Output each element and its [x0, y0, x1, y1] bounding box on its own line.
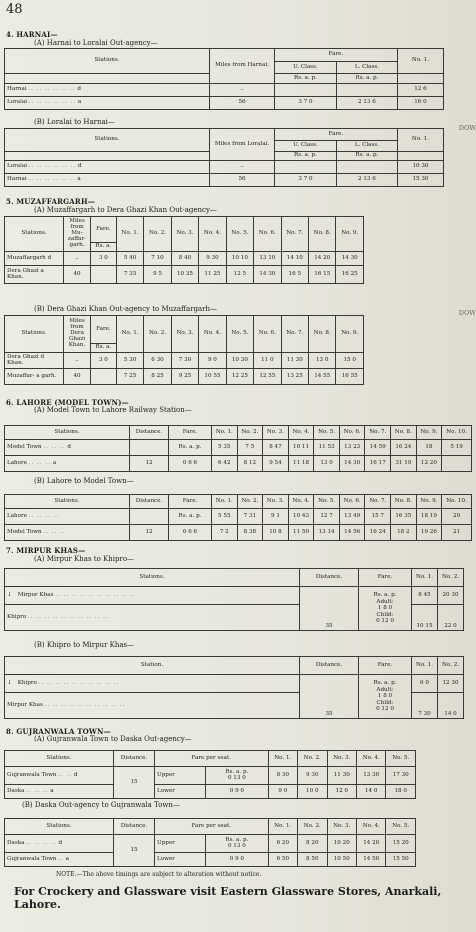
subsection-title: (A) Model Town to Lahore Railway Station— [34, 406, 192, 414]
table-row: Dera Ghazi d Khan. .. 3 0 5 30 6 30 7 30 9 0 10 30 11 0 11 30 13 0 15 0 [5, 353, 364, 369]
col-header-lower-class: L. Class. [336, 62, 397, 74]
col-header-miles: Miles from Harnai. [210, 49, 275, 84]
footnote: NOTE.—The above timings are subject to alteration without notice. [56, 871, 262, 878]
subsection-title: (A) Harnai to Loralai Out-agency— [34, 39, 158, 47]
table-row: Lahore .. .. .. .. Rs. a. p. 5 55 7 31 9 1 10 43 12 7 13 49 15 7 16 35 18 19 20 [5, 509, 472, 525]
margin-text: DOW [458, 309, 476, 317]
mirpurkhas-to-khipro-table: Stations. Distance. Fare. No. 1. No. 2. ↓ Mirpur Khas .. .. .. .. .. .. .. .. .. .. 35 Rs. a. p. Adult: 1 8 0 Child: 0 12 0 8 45 20 30 Khipro .. .. .. .. .. .. .. .. .. .. 10 15 22 0 [4, 568, 464, 631]
table-row: ↓ Khipro .. .. .. .. .. .. .. .. .. .. 35 Rs. a. p. Adult: 1 8 0 Child: 0 12 0 6 0 12 30 [5, 675, 464, 693]
subsection-title: (B) Dera Ghazi Khan Out-agency to Muzaffargarh— [34, 305, 218, 313]
col-header-fare: Fare. [275, 49, 398, 62]
section-title-muzaffargarh: 5. MUZAFFARGARH— [6, 197, 95, 206]
gujranwala-to-daska-table: Stations. Distance. Fare per seat. No. 1. No. 2. No. 3. No. 4. No. 5. Gujranwala Town .. .. d 15 Upper Rs. a. p. 0 13 0 8 30 9 30 11 30 13 30 17 30 Daska .. .. .. a Lower 0 9 0 9 0 10 0 12 0 14 0 18 0 [4, 750, 416, 799]
subsection-title: (A) Gujranwala Town to Daska Out-agency— [34, 735, 192, 743]
table-row: Muzaffargarh d .. 3 0 5 40 7 10 8 40 9 30 10 10 13 10 14 10 14 20 14 30 [5, 252, 364, 266]
subsection-title: (B) Daska Out-agency to Gujranwala Town— [22, 801, 180, 809]
khipro-to-mirpurkhas-table: Station. Distance. Fare. No. 1. No. 2. ↓ Khipro .. .. .. .. .. .. .. .. .. .. 35 Rs. a. p. Adult: 1 8 0 Child: 0 12 0 6 0 12 30 Mirpur Khas .. .. .. .. .. .. .. .. .. .. 7 30 14 0 [4, 656, 464, 719]
lahore-to-modeltown-table: Stations. Distance. Fare. No. 1. No. 2. No. 3. No. 4. No. 5. No. 6. No. 7. No. 8. No. 9. No. 10. Lahore .. .. .. .. Rs. a. p. 5 55 7 31 9 1 10 43 12 7 13 49 15 7 16 35 18 19 20 Model Town .. .. .. 12 0 6 6 7 2 8 38 10 8 11 50 13 14 14 56 16 24 18 2 19 26 21 [4, 494, 472, 541]
table-row: Khipro .. .. .. .. .. .. .. .. .. .. 10 15 22 0 [5, 605, 464, 631]
section-title-mirpur-khas: 7. MIRPUR KHAS— [6, 546, 86, 555]
table-row: Mirpur Khas .. .. .. .. .. .. .. .. .. .. 7 30 14 0 [5, 693, 464, 719]
table-row: Harnai .. .. .. .. .. .. d .. 12 6 [5, 84, 444, 97]
subsection-title: (B) Lahore to Model Town— [34, 477, 134, 485]
table-row: Loralai .. .. .. .. .. .. a 56 3 7 0 2 13 6 16 0 [5, 97, 444, 110]
section-title-gujranwala: 8. GUJRANWALA TOWN— [6, 727, 111, 736]
table-row: Gujranwala Town .. .. d 15 Upper Rs. a. p. 0 13 0 8 30 9 30 11 30 13 30 17 30 [5, 767, 416, 785]
section-title-lahore: 6. LAHORE (MODEL TOWN)— [6, 398, 129, 407]
table-row: Daska .. .. .. a Lower 0 9 0 9 0 10 0 12 0 14 0 18 0 [5, 785, 416, 799]
table-row: Loralai .. .. .. .. .. .. d .. 10 30 [5, 161, 444, 174]
muzaffargarh-to-dgkhan-table: Stations. Miles from Mu-zaffar-garh. Fare. No. 1. No. 2. No. 3. No. 4. No. 5. No. 6. No. 7. No. 8. No. 9. Rs. a. Muzaffargarh d .. 3 0 5 40 7 10 8 40 9 30 10 10 13 10 14 10 14 20 14 30 Dera Ghazi a Khan. 40 7 35 9 5 10 35 11 25 12 5 14 30 16 5 16 15 16 25 [4, 216, 364, 284]
station-name: Loralai [7, 99, 28, 106]
down-arrow-icon: ↓ [7, 591, 12, 598]
table-row: Dera Ghazi a Khan. 40 7 35 9 5 10 35 11 25 12 5 14 30 16 5 16 15 16 25 [5, 266, 364, 284]
subsection-title: (A) Mirpur Khas to Khipro— [34, 555, 135, 563]
down-arrow-icon: ↓ [7, 679, 12, 686]
table-row: Model Town .. .. .. 12 0 6 6 7 2 8 38 10 8 11 50 13 14 14 56 16 24 18 2 19 26 21 [5, 525, 472, 541]
col-header-no1: No. 1. [397, 49, 443, 74]
modeltown-to-lahore-table: Stations. Distance. Fare. No. 1. No. 2. No. 3. No. 4. No. 5. No. 6. No. 7. No. 8. No. 9. No. 10. Model Town .. .. .. d Rs. a. p. 5 35 7 5 8 47 10 11 11 53 13 23 14 59 16 24 18 5 19 Lahore .. .. .. a 12 0 6 6 6 42 8 12 9 54 11 18 13 0 14 30 16 17 31 19 12 20 [4, 425, 472, 472]
station-name: Harnai [7, 86, 27, 93]
table-row: Lahore .. .. .. a 12 0 6 6 6 42 8 12 9 54 11 18 13 0 14 30 16 17 31 19 12 20 [5, 456, 472, 472]
page-number: 48 [6, 2, 23, 17]
col-header-stations: Stations. [5, 49, 210, 74]
subsection-title: (B) Loralai to Harnai— [34, 118, 115, 126]
harnai-to-loralai-table: Stations. Miles from Harnai. Fare. No. 1. U. Class. L. Class. Rs. a. p. Rs. a. p. Harnai .. .. .. .. .. .. d .. 12 6 Loralai .. .. .. .. .. .. a 56 3 7 0 2 13 6 16 0 [4, 48, 444, 110]
table-row: Model Town .. .. .. d Rs. a. p. 5 35 7 5 8 47 10 11 11 53 13 23 14 59 16 24 18 5 19 [5, 440, 472, 456]
table-row: Harnai .. .. .. .. .. .. a 56 3 7 0 2 13 6 15 30 [5, 174, 444, 187]
loralai-to-harnai-table: Stations. Miles from Loralai. Fare. No. 1. U. Class. L. Class. Rs. a. p. Rs. a. p. Loralai .. .. .. .. .. .. d .. 10 30 Harnai .. .. .. .. .. .. a 56 3 7 0 2 13 6 15 30 [4, 128, 444, 187]
margin-text: DOW [458, 124, 476, 132]
table-row: Daska .. .. .. .. d 15 Upper Rs. a. p. 0 13 0 6 20 8 20 10 20 14 20 15 20 [5, 835, 416, 853]
table-row: ↓ Mirpur Khas .. .. .. .. .. .. .. .. .. .. 35 Rs. a. p. Adult: 1 8 0 Child: 0 12 0 8 45 20 30 [5, 587, 464, 605]
col-header-upper-class: U. Class. [275, 62, 337, 74]
subsection-title: (B) Khipro to Mirpur Khas— [34, 641, 135, 649]
advertisement: For Crockery and Glassware visit Eastern Glassware Stores, Anarkali, Lahore. [14, 885, 442, 911]
table-row: Muzaffar- a garh. 40 7 25 8 25 9 25 10 55 12 25 12 55 13 25 14 55 16 55 [5, 369, 364, 385]
subsection-title: (A) Muzaffargarh to Dera Ghazi Khan Out-agency— [34, 206, 217, 214]
daska-to-gujranwala-table: Stations. Distance. Fare per seat. No. 1. No. 2. No. 3. No. 4. No. 5. Daska .. .. .. .. d 15 Upper Rs. a. p. 0 13 0 6 20 8 20 10 20 14 20 15 20 Gujranwala Town .. a Lower 0 9 0 6 50 8 50 10 50 14 50 15 50 [4, 818, 416, 867]
table-row: Gujranwala Town .. a Lower 0 9 0 6 50 8 50 10 50 14 50 15 50 [5, 853, 416, 867]
section-title-harnai: 4. HARNAI— [6, 30, 58, 39]
dgkhan-to-muzaffargarh-table: Stations. Miles from Dera Ghazi Khan. Fare. No. 1. No. 2. No. 3. No. 4. No. 5. No. 6. No. 7. No. 8. No. 9. Rs. a. Dera Ghazi d Khan. .. 3 0 5 30 6 30 7 30 9 0 10 30 11 0 11 30 13 0 15 0 Muzaffar- a garh. 40 7 25 8 25 9 25 10 55 12 25 12 55 13 25 14 55 16 55 [4, 315, 364, 385]
